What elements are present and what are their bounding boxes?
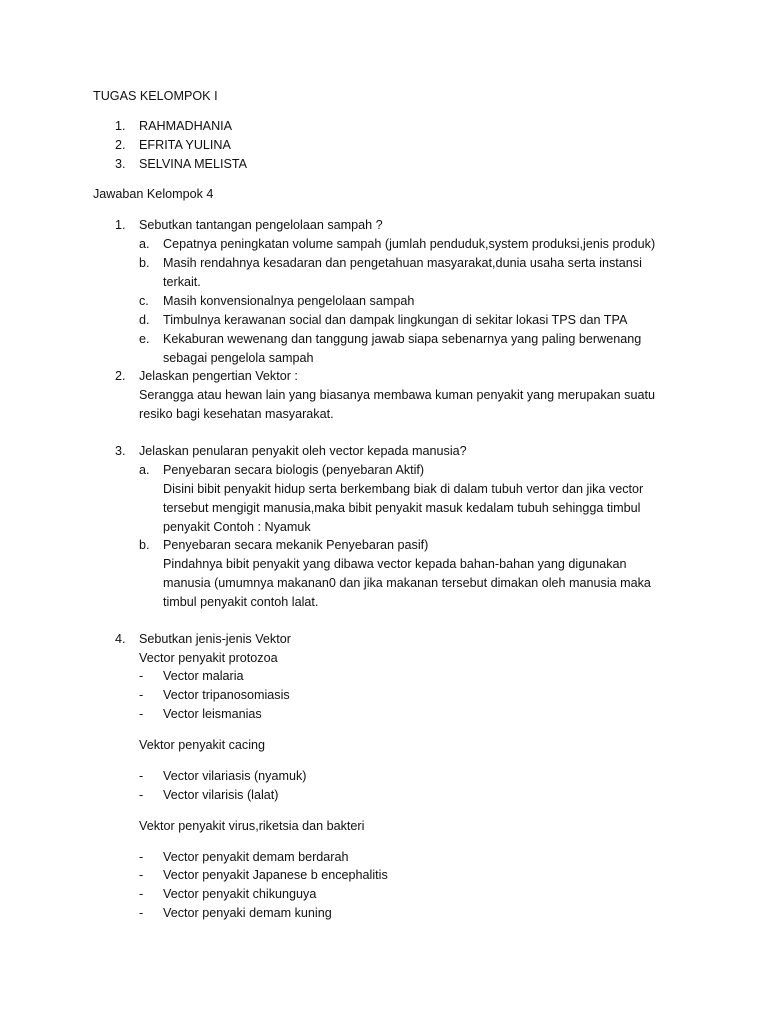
- member-number: 3.: [115, 157, 126, 171]
- list-dash: -: [139, 906, 144, 920]
- list-item: Vector leismanias: [163, 707, 262, 721]
- question-number: 1.: [115, 218, 126, 232]
- list-item: Vector tripanosomiasis: [163, 688, 290, 702]
- vector-group-title: Vektor penyakit cacing: [139, 738, 266, 752]
- question-2-text: Jelaskan pengertian Vektor :: [139, 369, 298, 383]
- answer-line: tersebut mengigit manusia,maka bibit penyakit masuk kedalam tubuh sehingga timbul: [163, 501, 641, 515]
- question-number: 2.: [115, 369, 126, 383]
- group-answer-heading: Jawaban Kelompok 4: [93, 187, 214, 201]
- answer-marker: a.: [139, 463, 150, 477]
- answer-line: Disini bibit penyakit hidup serta berkembang biak di dalam tubuh vertor dan jika vector: [163, 482, 644, 496]
- list-item: Vector penyakit Japanese b encephalitis: [163, 868, 388, 882]
- question-number: 3.: [115, 444, 126, 458]
- member-name: SELVINA MELISTA: [139, 157, 248, 171]
- answer-marker: a.: [139, 237, 150, 251]
- answer-line: penyakit Contoh : Nyamuk: [163, 520, 311, 534]
- answer-line: Serangga atau hewan lain yang biasanya membawa kuman penyakit yang merupakan suatu: [139, 388, 655, 402]
- answer-line: resiko bagi kesehatan masyarakat.: [139, 407, 334, 421]
- member-number: 1.: [115, 119, 126, 133]
- list-dash: -: [139, 868, 144, 882]
- answer-marker: e.: [139, 332, 150, 346]
- list-dash: -: [139, 769, 144, 783]
- answer-marker: b.: [139, 538, 150, 552]
- document-title: TUGAS KELOMPOK I: [93, 89, 218, 103]
- list-item: Vector penyakit chikunguya: [163, 887, 317, 901]
- list-dash: -: [139, 788, 144, 802]
- list-dash: -: [139, 707, 144, 721]
- list-dash: -: [139, 688, 144, 702]
- list-dash: -: [139, 669, 144, 683]
- answer-heading: Penyebaran secara mekanik Penyebaran pasif): [163, 538, 429, 552]
- member-name: EFRITA YULINA: [139, 138, 231, 152]
- answer-line: terkait.: [163, 275, 201, 289]
- answer-line: Pindahnya bibit penyakit yang dibawa vector kepada bahan-bahan yang digunakan: [163, 557, 627, 571]
- answer-line: Timbulnya kerawanan social dan dampak lingkungan di sekitar lokasi TPS dan TPA: [163, 313, 628, 327]
- answer-line: Masih rendahnya kesadaran dan pengetahuan masyarakat,dunia usaha serta instansi: [163, 256, 642, 270]
- answer-marker: d.: [139, 313, 150, 327]
- answer-heading: Penyebaran secara biologis (penyebaran Aktif): [163, 463, 425, 477]
- answer-marker: c.: [139, 294, 149, 308]
- vector-group-title: Vektor penyakit virus,riketsia dan bakteri: [139, 819, 365, 833]
- answer-marker: b.: [139, 256, 150, 270]
- list-item: Vector penyakit demam berdarah: [163, 850, 349, 864]
- answer-line: timbul penyakit contoh lalat.: [163, 595, 319, 609]
- question-4-text: Sebutkan jenis-jenis Vektor: [139, 632, 291, 646]
- list-item: Vector vilariasis (nyamuk): [163, 769, 307, 783]
- question-3-text: Jelaskan penularan penyakit oleh vector kepada manusia?: [139, 444, 467, 458]
- list-dash: -: [139, 887, 144, 901]
- question-1-text: Sebutkan tantangan pengelolaan sampah ?: [139, 218, 383, 232]
- answer-line: Masih konvensionalnya pengelolaan sampah: [163, 294, 415, 308]
- answer-line: sebagai pengelola sampah: [163, 351, 314, 365]
- list-item: Vector vilarisis (lalat): [163, 788, 279, 802]
- answer-line: Cepatnya peningkatan volume sampah (jumlah penduduk,system produksi,jenis produk): [163, 237, 656, 251]
- list-item: Vector penyaki demam kuning: [163, 906, 332, 920]
- vector-group-title: Vector penyakit protozoa: [139, 651, 278, 665]
- answer-line: manusia (umumnya makanan0 dan jika makanan tersebut dimakan oleh manusia maka: [163, 576, 651, 590]
- answer-line: Kekaburan wewenang dan tanggung jawab siapa sebenarnya yang paling berwenang: [163, 332, 642, 346]
- question-number: 4.: [115, 632, 126, 646]
- member-name: RAHMADHANIA: [139, 119, 233, 133]
- list-item: Vector malaria: [163, 669, 244, 683]
- list-dash: -: [139, 850, 144, 864]
- member-number: 2.: [115, 138, 126, 152]
